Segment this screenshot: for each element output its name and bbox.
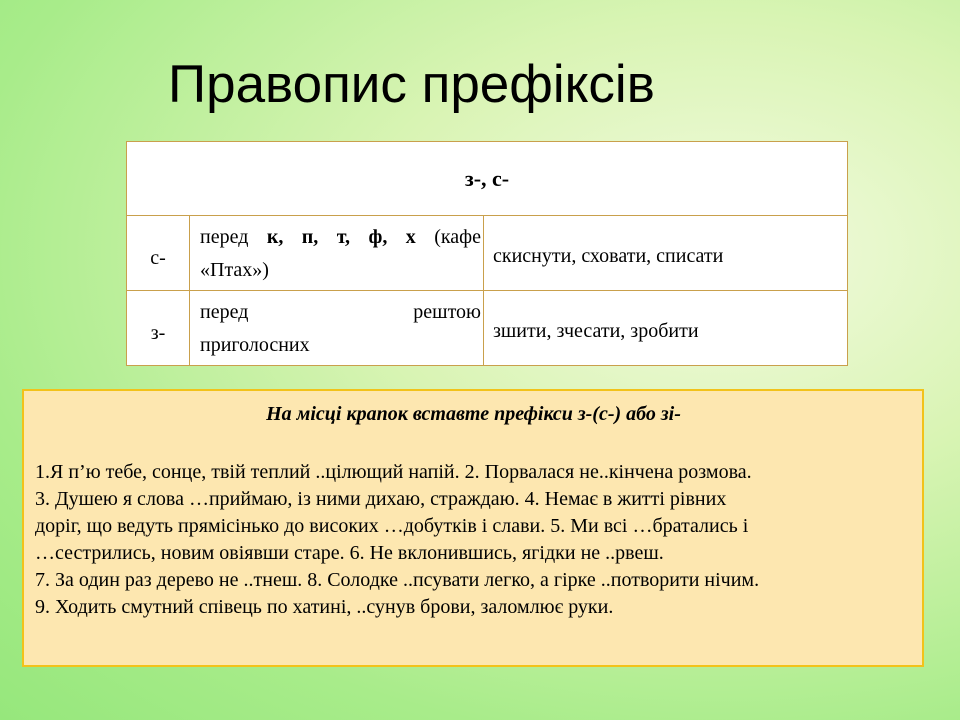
exercise-line: доріг, що ведуть прямісінько до високих …добутків і слави. 5. Ми всі …братались і bbox=[35, 515, 749, 537]
rule-line: перед рештою bbox=[200, 301, 481, 323]
table-header-row bbox=[127, 142, 848, 216]
rule-cell bbox=[190, 291, 484, 366]
examples-cell: зшити, зчесати, зробити bbox=[484, 291, 848, 366]
rule-line: приголосних bbox=[200, 334, 310, 356]
exercise-box bbox=[22, 389, 924, 667]
exercise-line: 3. Душею я слова …приймаю, із ними дихаю, страждаю. 4. Немає в житті рівних bbox=[35, 488, 727, 510]
exercise-line: 9. Ходить смутний співець по хатині, ..сунув брови, заломлює руки. bbox=[35, 596, 614, 618]
prefix-rules-table bbox=[126, 141, 848, 366]
exercise-body bbox=[35, 459, 912, 621]
exercise-heading: На місці крапок вставте префікси з-(с-) або зі- bbox=[266, 403, 681, 425]
prefix-cell: з- bbox=[127, 291, 190, 366]
rule-cell bbox=[190, 216, 484, 291]
examples-cell: скиснути, сховати, списати bbox=[484, 216, 848, 291]
exercise-line: 1.Я п’ю тебе, сонце, твій теплий ..цілющий напій. 2. Порвалася не..кінчена розмова. bbox=[35, 461, 752, 483]
exercise-line: 7. За один раз дерево не ..тнеш. 8. Солодке ..псувати легко, а гірке ..потворити нічим. bbox=[35, 569, 760, 591]
prefix-cell: с- bbox=[127, 216, 190, 291]
table-header: з-, с- bbox=[127, 142, 848, 216]
rule-text: (кафе bbox=[415, 226, 481, 248]
table-row bbox=[127, 291, 848, 366]
rule-line: «Птах») bbox=[200, 259, 269, 281]
slide-title: Правопис префіксів bbox=[168, 55, 655, 114]
rule-text: перед bbox=[200, 226, 267, 248]
rule-letters: к, п, т, ф, х bbox=[266, 226, 416, 248]
exercise-line: …сестрились, новим овіявши старе. 6. Не вклонившись, ягідки не ..рвеш. bbox=[35, 542, 664, 564]
table-row bbox=[127, 216, 848, 291]
rule-line bbox=[200, 221, 481, 254]
